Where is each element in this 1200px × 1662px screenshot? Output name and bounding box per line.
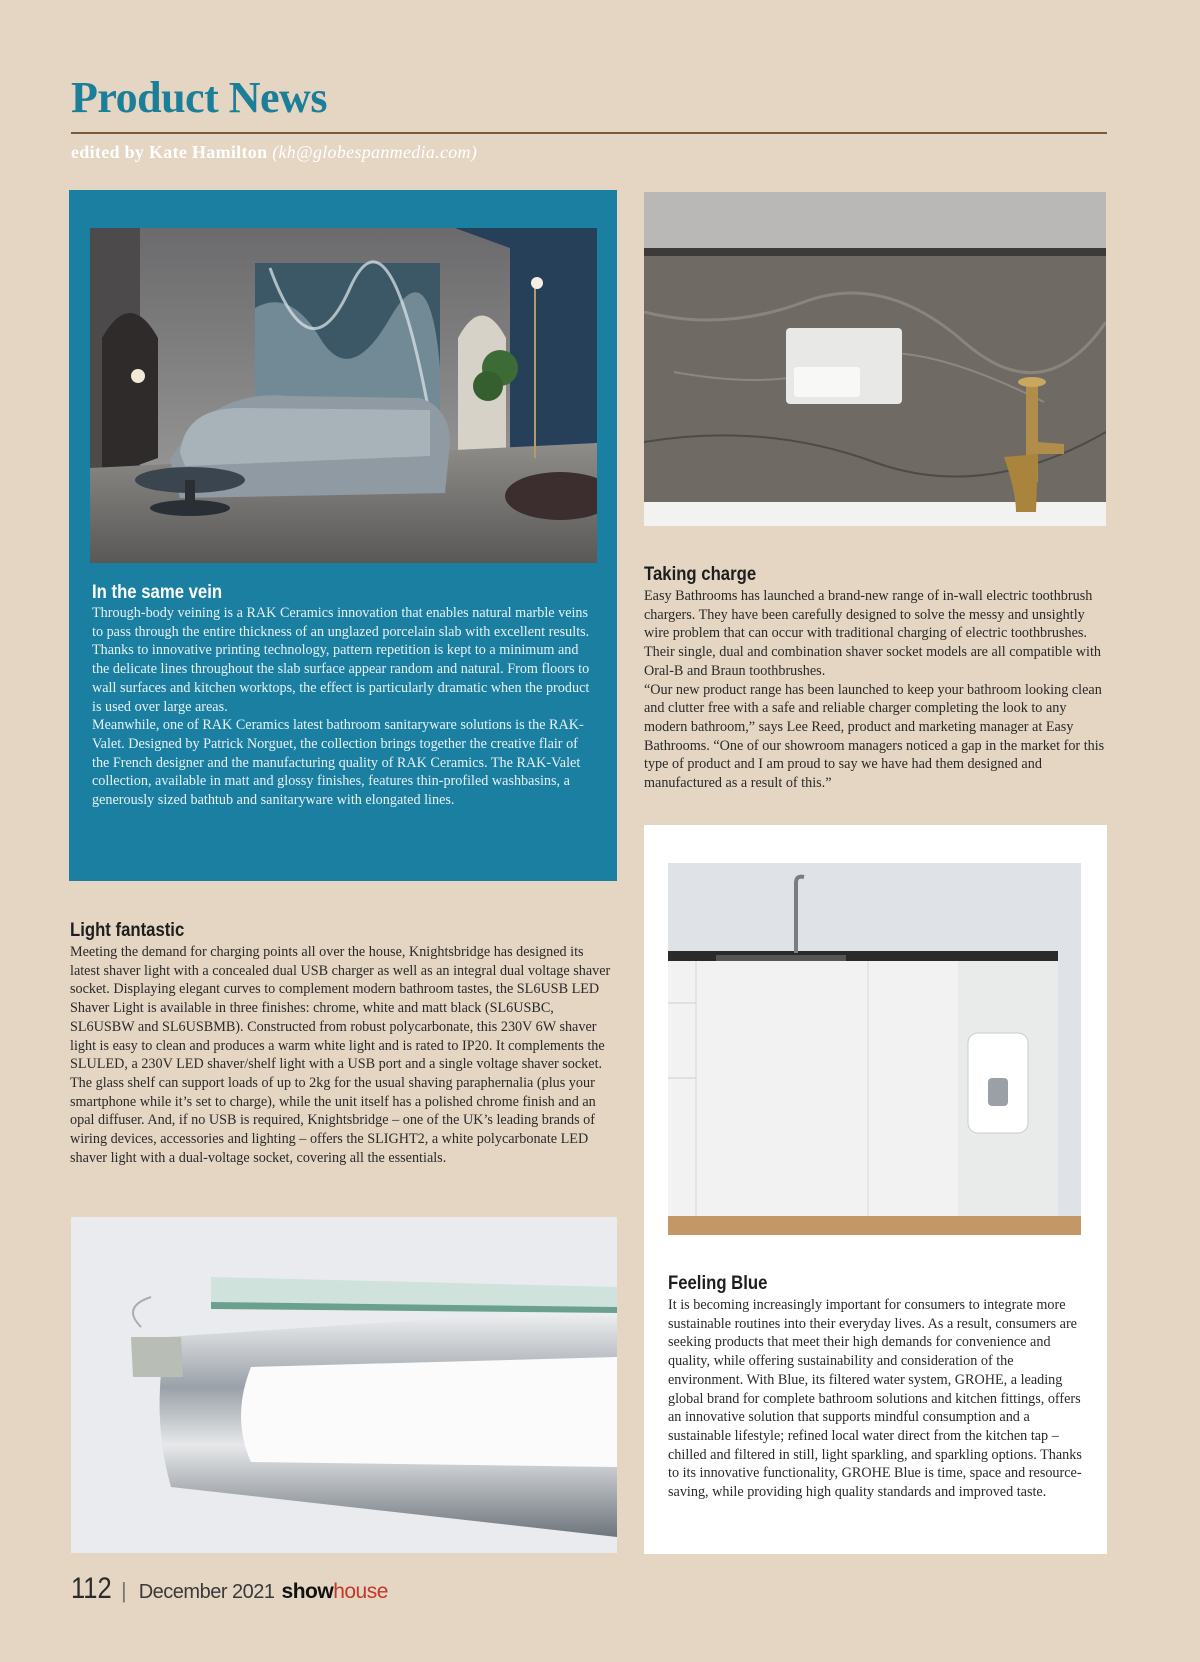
toothbrush-charger-photo: [644, 192, 1106, 526]
page-number: 112: [71, 1572, 112, 1605]
rak-heading: In the same vein: [92, 582, 223, 603]
byline-email[interactable]: (kh@globespanmedia.com): [272, 142, 478, 162]
rak-body: [92, 604, 592, 810]
light-paragraph: Meeting the demand for charging points all over the house, Knightsbridge has designed its latest shaver light with a concealed dual USB charger as well as an integral dual voltage shaver socket. Displaying elegant curves to complement modern bathroom tastes, the SL6USB LED Shaver Light is available in three finishes: chrome, white and matt black (SL6USBC, SL6USBW and SL6USBMB). Constructed from robust polycarbonate, this 230V 6W shaver light is easy to clean and produces a warm white light and is rated to IP20. It complements the SLULED, a 230V LED shaver/shelf light with a USB port and a single voltage shaver socket. The glass shelf can support loads of up to 2kg for the usual shaving paraphernalia (plus your smartphone while it’s set to charge), while the unit itself has a polished chrome finish and an opal diffuser. And, if no USB is required, Knightsbridge – one of the UK’s leading brands of wiring devices, accessories and lighting – offers the SLIGHT2, a white polycarbonate LED shaver light with a dual-voltage socket, covering all the essentials.: [70, 944, 611, 1166]
footer-separator: |: [121, 1578, 127, 1603]
shaver-light-photo: [71, 1217, 617, 1553]
page-title: Product News: [71, 73, 327, 122]
grohe-body: [668, 1296, 1088, 1502]
title-divider: [71, 132, 1107, 134]
rak-paragraph: Meanwhile, one of RAK Ceramics latest bathroom sanitaryware solutions is the RAK-Valet. Designed by Patrick Norguet, the collection brings together the creative flair of the French designer and the manufacturing quality of RAK Ceramics. The RAK-Valet collection, available in matt and glossy finishes, features thin-profiled washbasins, a generously sized bathtub and sanitaryware with elongated lines.: [92, 717, 584, 809]
logo-house: house: [333, 1580, 388, 1603]
charge-heading: Taking charge: [644, 564, 757, 585]
byline: [71, 142, 477, 163]
logo-show: show: [281, 1580, 334, 1603]
charge-body: [644, 587, 1106, 793]
rak-living-room-photo: [90, 228, 597, 563]
page-footer: [71, 1572, 388, 1606]
charge-paragraph: Easy Bathrooms has launched a brand-new range of in-wall electric toothbrush chargers. They have been carefully designed to solve the messy and unsightly wire problem that can occur with traditional charging of electric toothbrushes. Their single, dual and combination shaver socket models are all compatible with Oral-B and Braun toothbrushes.: [644, 588, 1102, 679]
issue-date: December 2021: [138, 1581, 275, 1603]
grohe-kitchen-photo: [668, 863, 1081, 1235]
light-body: [70, 943, 615, 1167]
light-heading: Light fantastic: [70, 920, 185, 941]
rak-paragraph: Through-body veining is a RAK Ceramics innovation that enables natural marble veins to pass through the entire thickness of an unglazed porcelain slab with excellent results. Thanks to innovative printing technology, pattern repetition is kept to a minimum and the delicate lines throughout the slab surface appear random and natural. From floors to wall surfaces and kitchen worktops, the effect is particularly dramatic when the product is used over large areas.: [92, 605, 590, 715]
rak-article-panel: [69, 190, 617, 881]
magazine-logo: [282, 1580, 388, 1604]
grohe-heading: Feeling Blue: [668, 1273, 768, 1294]
charge-paragraph: “Our new product range has been launched to keep your bathroom looking clean and clutter free with a safe and reliable charger completing the look to any modern bathroom,” says Lee Reed, product and marketing manager at Easy Bathrooms. “One of our showroom managers noticed a gap in the market for this type of product and I am proud to say we have had them designed and manufactured as a result of this.”: [644, 681, 1105, 792]
grohe-paragraph: It is becoming increasingly important for consumers to integrate more sustainable routines into their everyday lives. As a result, consumers are seeking products that meet their high demands for convenience and quality, while offering sustainability and consideration of the environment. With Blue, its filtered water system, GROHE, a leading global brand for complete bathroom solutions and kitchen fittings, offers an innovative solution that supports mindful consumption and a sustainable lifestyle; refined local water direct from the kitchen tap – chilled and filtered in still, light sparkling, and sparkling options. Thanks to its innovative functionality, GROHE Blue is time, space and resource-saving, while providing high quality standards and improved taste.: [668, 1297, 1082, 1501]
grohe-article-panel: [644, 825, 1107, 1554]
byline-editor: edited by Kate Hamilton: [71, 142, 268, 162]
